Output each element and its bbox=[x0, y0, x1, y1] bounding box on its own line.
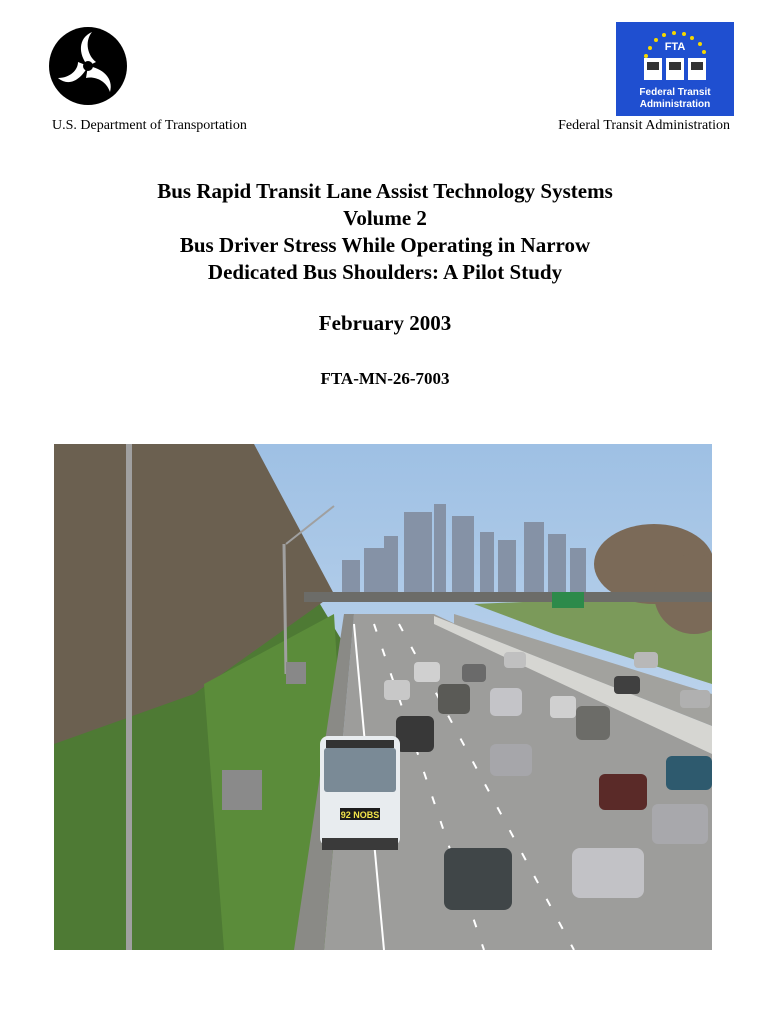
dot-logo-icon bbox=[48, 26, 128, 106]
fta-agency-name: Federal Transit Administration bbox=[558, 118, 730, 133]
dot-agency-name: U.S. Department of Transportation bbox=[52, 118, 247, 133]
cover-photo bbox=[54, 444, 712, 950]
title-line-1: Bus Rapid Transit Lane Assist Technology Systems bbox=[157, 179, 613, 203]
fta-acronym: FTA bbox=[664, 41, 686, 53]
title-line-3: Bus Driver Stress While Operating in Narrow bbox=[179, 233, 591, 257]
document-title bbox=[0, 178, 770, 286]
title-line-4: Dedicated Bus Shoulders: A Pilot Study bbox=[207, 260, 563, 284]
title-line-2: Volume 2 bbox=[343, 206, 427, 230]
fta-line1: Federal Transit bbox=[639, 87, 711, 98]
fta-logo bbox=[616, 22, 734, 116]
fta-line2: Administration bbox=[639, 99, 711, 110]
bus-route-sign: 92 NOBS bbox=[340, 810, 380, 820]
report-number: FTA-MN-26-7003 bbox=[320, 369, 450, 388]
publication-date: February 2003 bbox=[318, 311, 452, 335]
